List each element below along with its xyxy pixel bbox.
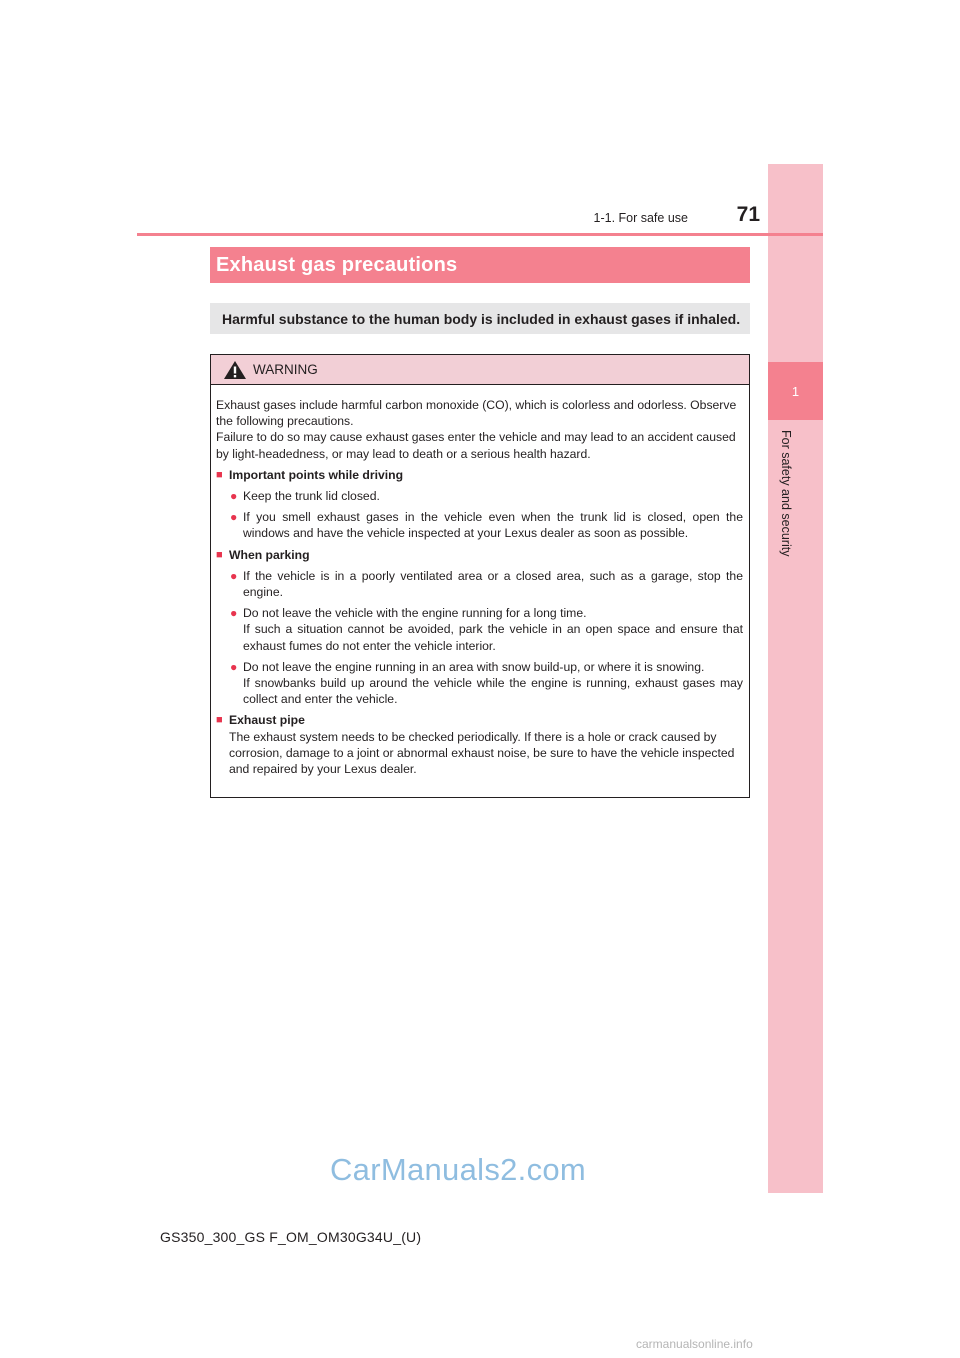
- warning-intro-line: Failure to do so may cause exhaust gases enter the vehicle and may lead to an accident caused by light-headedness, or may lead to death or a serious health hazard.: [216, 430, 736, 461]
- round-bullet-icon: ●: [230, 659, 238, 674]
- side-tab-label: For safety and security: [779, 430, 793, 557]
- list-item: ● If you smell exhaust gases in the vehicle even when the trunk lid is closed, open the windows and have the vehicle inspected at your Lexus dealer as soon as possible.: [230, 510, 743, 541]
- page-number: 71: [736, 203, 760, 226]
- round-bullet-icon: ●: [230, 489, 238, 504]
- list-item: ● Do not leave the engine running in an area with snow build-up, or where it is snowing. If snowbanks build up around the vehicle while the engine is running, exhaust gases may collect and enter the vehicle.: [230, 659, 743, 707]
- page-title: Exhaust gas precautions: [210, 247, 750, 283]
- warning-body: [211, 385, 749, 777]
- round-bullet-icon: ●: [230, 606, 238, 621]
- header-section-title: 1-1. For safe use: [593, 211, 688, 225]
- footer-manual-code: GS350_300_GS F_OM_OM30G34U_(U): [160, 1229, 422, 1245]
- warning-intro-line: Exhaust gases include harmful carbon monoxide (CO), which is colorless and odorless. Observe the following precautions.: [216, 398, 737, 429]
- warning-box: [210, 354, 750, 798]
- list-item: ● Keep the trunk lid closed.: [230, 489, 380, 504]
- square-bullet-icon: ■: [216, 548, 223, 561]
- section-heading: ■ Exhaust pipe: [216, 713, 305, 728]
- round-bullet-icon: ●: [230, 568, 238, 583]
- watermark: CarManuals2.com: [330, 1152, 587, 1187]
- list-item: ● Do not leave the vehicle with the engine running for a long time. If such a situation cannot be avoided, park the vehicle in an open space and ensure that exhaust fumes do not enter the vehicle interior.: [230, 606, 743, 653]
- section-paragraph: The exhaust system needs to be checked periodically. If there is a hole or crack caused by corrosion, damage to a joint or abnormal exhaust noise, be sure to have the vehicle inspected and repaired by your Lexus dealer.: [229, 729, 735, 777]
- round-bullet-icon: ●: [230, 510, 238, 525]
- section-heading: ■ Important points while driving: [216, 467, 404, 482]
- footer-site: carmanualsonline.info: [636, 1337, 753, 1351]
- warning-header: [211, 355, 749, 385]
- header-rule: [137, 233, 823, 236]
- section-heading: ■ When parking: [216, 547, 310, 562]
- list-item: ● If the vehicle is in a poorly ventilated area or a closed area, such as a garage, stop the engine.: [230, 568, 743, 600]
- square-bullet-icon: ■: [216, 714, 223, 727]
- square-bullet-icon: ■: [216, 468, 223, 481]
- warning-label: WARNING: [253, 362, 318, 377]
- side-tab: [768, 164, 823, 1193]
- intro-text: Harmful substance to the human body is included in exhaust gases if inhaled.: [210, 303, 750, 334]
- warning-triangle-icon: [223, 360, 247, 380]
- side-tab-number: 1: [768, 362, 823, 420]
